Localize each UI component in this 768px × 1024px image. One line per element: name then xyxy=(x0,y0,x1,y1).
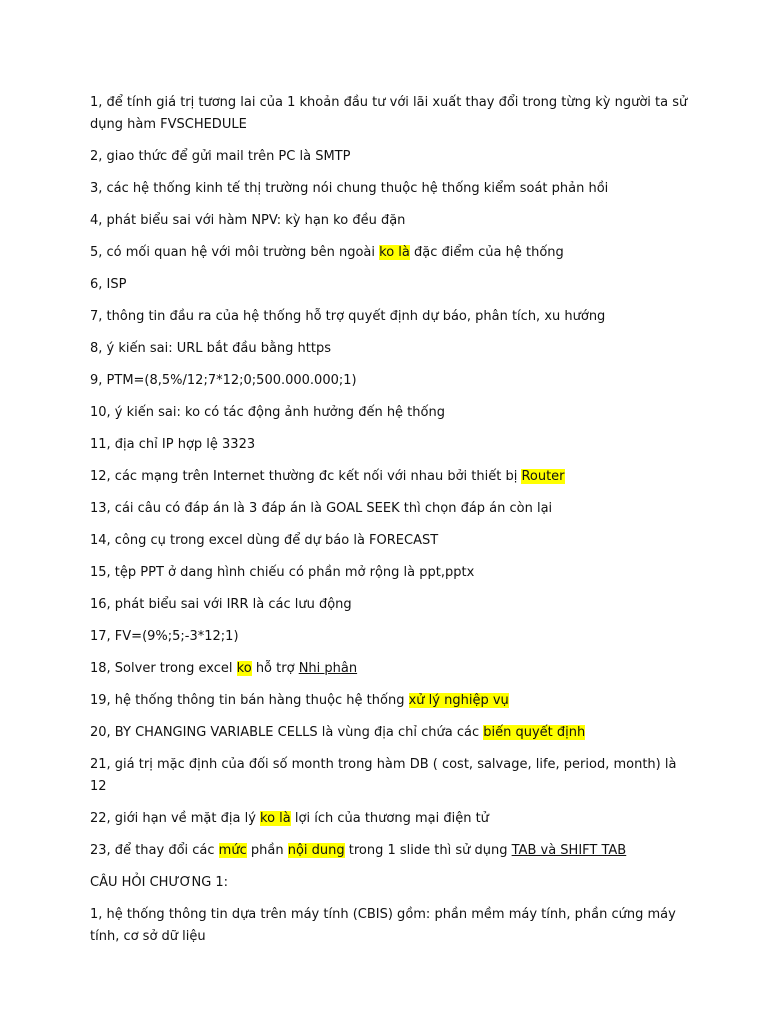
text-run: lợi ích của thương mại điện tử xyxy=(290,811,489,826)
highlighted-text: ko xyxy=(236,661,252,676)
paragraph xyxy=(90,754,690,798)
paragraph xyxy=(90,690,690,712)
paragraph xyxy=(90,178,690,200)
text-run: 8, ý kiến sai: URL bắt đầu bằng https xyxy=(90,341,331,356)
text-run: 18, Solver trong excel xyxy=(90,661,237,676)
text-run: 13, cái câu có đáp án là 3 đáp án là GOAL SEEK thì chọn đáp án còn lại xyxy=(90,501,553,516)
text-run: 1, để tính giá trị tương lai của 1 khoản đầu tư với lãi xuất thay đổi trong từng kỳ người ta sử dụng hàm FVSCHEDULE xyxy=(90,95,688,132)
text-run: 14, công cụ trong excel dùng để dự báo là FORECAST xyxy=(90,533,439,548)
text-run: CÂU HỎI CHƯƠNG 1: xyxy=(90,875,229,890)
paragraph xyxy=(90,370,690,392)
paragraph xyxy=(90,466,690,488)
paragraph xyxy=(90,210,690,232)
paragraph xyxy=(90,242,690,264)
paragraph xyxy=(90,722,690,744)
highlighted-text: mức xyxy=(218,843,247,858)
text-run: 21, giá trị mặc định của đối số month trong hàm DB ( cost, salvage, life, period, month) là 12 xyxy=(90,757,677,794)
text-run: 3, các hệ thống kinh tế thị trường nói chung thuộc hệ thống kiểm soát phản hồi xyxy=(90,181,609,196)
paragraph xyxy=(90,306,690,328)
text-run: 4, phát biểu sai với hàm NPV: kỳ hạn ko đều đặn xyxy=(90,213,406,228)
document-body xyxy=(90,92,690,958)
underlined-text: TAB và SHIFT TAB xyxy=(511,843,627,858)
paragraph xyxy=(90,840,690,862)
paragraph xyxy=(90,338,690,360)
underlined-text: Nhi phân xyxy=(298,661,358,676)
text-run: 12, các mạng trên Internet thường đc kết nối với nhau bởi thiết bị xyxy=(90,469,522,484)
text-run: 16, phát biểu sai với IRR là các lưu động xyxy=(90,597,352,612)
paragraph xyxy=(90,808,690,830)
highlighted-text: Router xyxy=(521,469,565,484)
text-run: 15, tệp PPT ở dang hình chiếu có phần mở rộng là ppt,pptx xyxy=(90,565,475,580)
text-run: 17, FV=(9%;5;-3*12;1) xyxy=(90,629,239,644)
highlighted-text: ko là xyxy=(379,245,410,260)
paragraph xyxy=(90,92,690,136)
text-run: 19, hệ thống thông tin bán hàng thuộc hệ thống xyxy=(90,693,409,708)
paragraph xyxy=(90,594,690,616)
paragraph xyxy=(90,904,690,948)
text-run: 11, địa chỉ IP hợp lệ 3323 xyxy=(90,437,256,452)
highlighted-text: biến quyết định xyxy=(483,725,586,740)
paragraph xyxy=(90,658,690,680)
paragraph xyxy=(90,530,690,552)
paragraph xyxy=(90,402,690,424)
text-run: 10, ý kiến sai: ko có tác động ảnh hưởng đến hệ thống xyxy=(90,405,445,420)
paragraph xyxy=(90,274,690,296)
highlighted-text: ko là xyxy=(260,811,291,826)
text-run: hỗ trợ xyxy=(251,661,299,676)
paragraph xyxy=(90,434,690,456)
text-run: trong 1 slide thì sử dụng xyxy=(344,843,512,858)
paragraph xyxy=(90,872,690,894)
paragraph xyxy=(90,562,690,584)
text-run: 23, để thay đổi các xyxy=(90,843,219,858)
paragraph xyxy=(90,626,690,648)
highlighted-text: nội dung xyxy=(287,843,345,858)
paragraph xyxy=(90,146,690,168)
text-run: 7, thông tin đầu ra của hệ thống hỗ trợ quyết định dự báo, phân tích, xu hướng xyxy=(90,309,606,324)
text-run: 1, hệ thống thông tin dựa trên máy tính (CBIS) gồm: phần mềm máy tính, phần cứng máy tính, cơ sở dữ liệu xyxy=(90,907,676,944)
text-run: 6, ISP xyxy=(90,277,127,292)
text-run: 9, PTM=(8,5%/12;7*12;0;500.000.000;1) xyxy=(90,373,357,388)
text-run: 20, BY CHANGING VARIABLE CELLS là vùng địa chỉ chứa các xyxy=(90,725,484,740)
text-run: đặc điểm của hệ thống xyxy=(409,245,564,260)
text-run: 22, giới hạn về mặt địa lý xyxy=(90,811,261,826)
text-run: phần xyxy=(246,843,288,858)
text-run: 5, có mối quan hệ với môi trường bên ngoài xyxy=(90,245,380,260)
paragraph xyxy=(90,498,690,520)
highlighted-text: xử lý nghiệp vụ xyxy=(408,693,509,708)
text-run: 2, giao thức để gửi mail trên PC là SMTP xyxy=(90,149,351,164)
